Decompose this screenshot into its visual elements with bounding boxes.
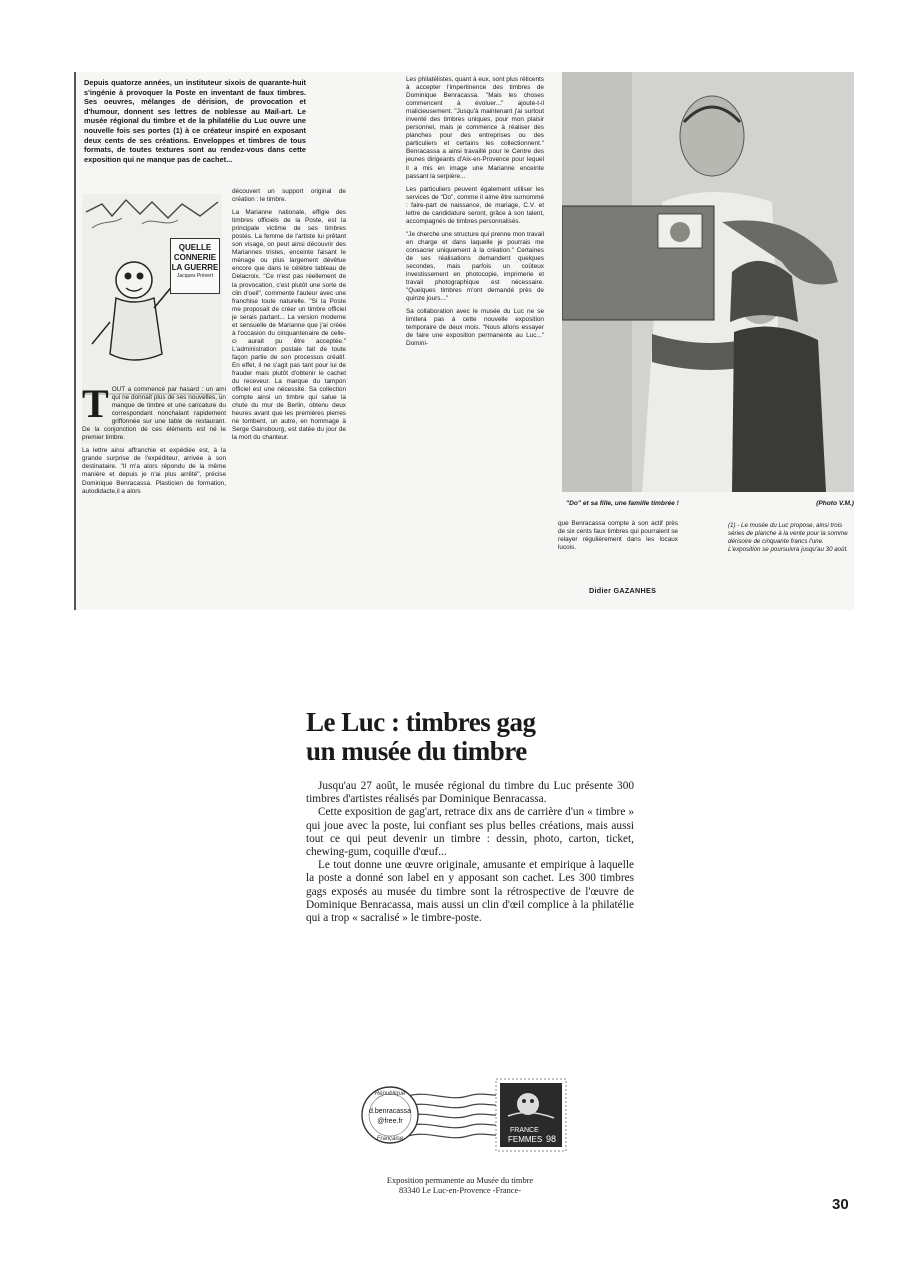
page-footer: [330, 1176, 590, 1196]
page-number: 30: [832, 1196, 849, 1213]
column-3-paragraph-2: Les particuliers peuvent également utiliser les services de "Do", comme il aime être surnommé : faire-part de naissance, de mariage, C.V. et lettre de candidature seront, grâce à son talent, accompagnés de timbres personnalisés.: [406, 185, 544, 225]
stamp: [496, 1079, 566, 1151]
protest-sign: [170, 238, 220, 294]
wavy-cancel-lines: [408, 1094, 508, 1138]
second-article-body: [306, 780, 634, 925]
column-3-paragraph-3: "Je cherche une structure qui prenne mon travail en charge et dans laquelle je pourrais me consacrer uniquement à la création." Certaines de ses réalisations demandent quelques secondes, mais parfois un coûteux investissement en photocopie, imprimerie et travail photographique est nécessaire. "Quelques timbres m'ont demandé près de quinze jours...": [406, 230, 544, 303]
footnote: (1) - Le musée du Luc propose, ainsi trois séries de planche à la vente pour la somme dérisoire de cinquante francs l'une. L'exposition se poursuivra jusqu'au 30 août.: [728, 522, 849, 553]
article-lead: Depuis quatorze années, un instituteur sixois de quarante-huit s'ingénie à provoquer la Poste en inventant de faux timbres. Ses oeuvres, mélanges de dérision, de provocation et d'humour, donnent ses lettres de noblesse au Mail-art. Le musée régional du timbre et de la philatélie du Luc ouvre une nouvelle fois ses portes (1) à ce créateur inspiré en exposant deux cents de ses créations. Enveloppes et timbres de tous formats, de toutes textures sont au rendez-vous dans cette exposition qui ne manque pas de cachet...: [84, 78, 306, 164]
footer-line-2: 83340 Le Luc-en-Provence -France-: [398, 1186, 522, 1195]
article-column-1: [82, 381, 226, 501]
article-column-4: [558, 520, 678, 557]
column-2-paragraph-1: découvert un support original de création : le timbre.: [232, 188, 346, 204]
column-1-paragraph-1: OUT a commencé par hasard : un ami qui ne donnait plus de ses nouvelles, un manque de timbre et une caricature du correspondant nonchalant rapidement griffonnée sur une table de restaurant. De la conjonction de ces éléments est né le premier timbre.: [82, 386, 226, 442]
stamp-title: FEMMES: [508, 1135, 543, 1144]
stamp-country: FRANCE: [510, 1127, 539, 1134]
second-article-paragraph-2: Cette exposition de gag'art, retrace dix ans de carrière d'un « timbre » qui joue avec la poste, lui confiant ses plus belles créations, mais aussi tout ce qui peut devenir un timbre : dessin, photo, carton, ticket, chewing-gum, coquille d'œuf...: [306, 806, 634, 859]
column-1-paragraph-2: La lettre ainsi affranchie et expédiée est, à la grande surprise de l'expéditeur, arrivée à son destinataire. "Il m'a alors répondu de la même manière et depuis je n'ai plus arrêté", précise Dominique Benracassa. Plasticien de formation, autodidacte,il a alors: [82, 447, 226, 495]
postmark-graphic: [358, 1078, 570, 1152]
headline-line-2: un musée du timbre: [306, 736, 527, 766]
column-4-paragraph-1: que Benracassa compte à son actif près de six cents faux timbres qui pourraient se relayer régulièrement dans les locaux lucois.: [558, 520, 678, 552]
postmark-email-user: d.benracassa: [368, 1108, 412, 1115]
sign-credit: Jacques Prévert: [176, 273, 214, 279]
second-article-paragraph-3: Le tout donne une œuvre originale, amusante et empirique à laquelle la poste a donné son label en y apposant son cachet. Les 300 timbres gags exposés au musée du timbre sont la rétrospective de l'œuvre de Dominique Benracassa, mais aussi un clin d'œil complice à la philatélie qui a trop « sacralisé » le timbre-poste.: [306, 859, 634, 925]
article-author: Didier GAZANHES: [589, 586, 657, 595]
footer-line-1: Exposition permanente au Musée du timbre: [386, 1176, 534, 1185]
caption-text: "Do" et sa fille, une famille timbrée !: [566, 500, 679, 507]
sign-line-3: LA GUERRE: [171, 263, 219, 272]
second-article-paragraph-1: Jusqu'au 27 août, le musée régional du timbre du Luc présente 300 timbres d'artistes réalisés par Dominique Benracassa.: [306, 780, 634, 806]
sign-line-2: CONNERIE: [173, 253, 217, 262]
postmark-top-text: République: [374, 1091, 406, 1097]
photo-credit: (Photo V.M.): [816, 500, 854, 507]
column-3-paragraph-4: Sa collaboration avec le musée du Luc ne se limitera pas à cette nouvelle exposition temporaire de deux mois. "Nous allons essayer de faire une exposition permanente au Luc..." Domini-: [406, 308, 544, 348]
column-3-paragraph-1: Les philatélistes, quant à eux, sont plus réticents à accepter l'impertinence des timbres de Dominique Benracassa. "Mais les choses commencent à évoluer..." ajoute-t-il malicieusement. "Jusqu'à maintenant j'ai surtout inventé des timbres uniques, pour mon plaisir personnel, mais je commence à réaliser des planches pour des entreprises ou des particuliers et certains les collectionnent." Benracassa a ainsi travaillé pour le Centre des jeunes dirigeants d'Aix-en-Provence pour lequel il a mis en image une Marianne enceinte passant la serpière...: [406, 76, 544, 180]
article-column-2: [232, 188, 346, 447]
postmark-bottom-text: Française: [376, 1136, 404, 1142]
artist-photo-image: [562, 72, 854, 492]
column-2-paragraph-2: La Marianne nationale, effigie des timbres officiels de la Poste, est la principale victime de ses timbres postés. La femme de l'artiste lui prêtant son visage, on peut ainsi découvrir des Mariannes tristes, enceinte faisant le ménage ou plus largement dévêtue encore que dans le célèbre tableau de Delacroix. "Ce n'est pas réellement de la provocation, c'est plutôt une sorte de clin d'oeil", commente l'auteur avec une franchise toute naturelle. "Si la Poste me proposait de créer un timbre officiel je serais partant... La version moderne et sensuelle de Marianne que j'ai créée à l'occasion du cinquantenaire de celle-ci aurait pu être acceptée." L'administration postale fait de toute façon partie de son processus créatif. En effet, il ne s'agit pas tant pour lui de frauder mais plutôt d'obtenir le cachet du receveur. La marque du tampon officiel est une nécessité. Sa collection compte ainsi un timbre qui salue la chute du mur de Berlin, obtenu deux heures avant que les premières pierres ne tombent, un autre, en hommage à Serge Gainsbourg, est datée du jour de la mort du chanteur.: [232, 209, 346, 442]
second-clipping: [306, 708, 634, 925]
drop-cap: T: [82, 381, 109, 426]
newspaper-clipping: [74, 72, 854, 610]
postmark-email-domain: @free.fr: [377, 1118, 403, 1125]
artist-photo: [562, 72, 854, 492]
clipping-edge: [74, 72, 76, 610]
stamp-value: 98: [546, 1134, 557, 1144]
postmark-and-stamp: [358, 1078, 570, 1152]
sign-line-1: QUELLE: [178, 243, 212, 252]
article-column-3: [406, 76, 544, 354]
headline: [306, 708, 634, 766]
headline-line-1: Le Luc : timbres gag: [306, 707, 536, 737]
